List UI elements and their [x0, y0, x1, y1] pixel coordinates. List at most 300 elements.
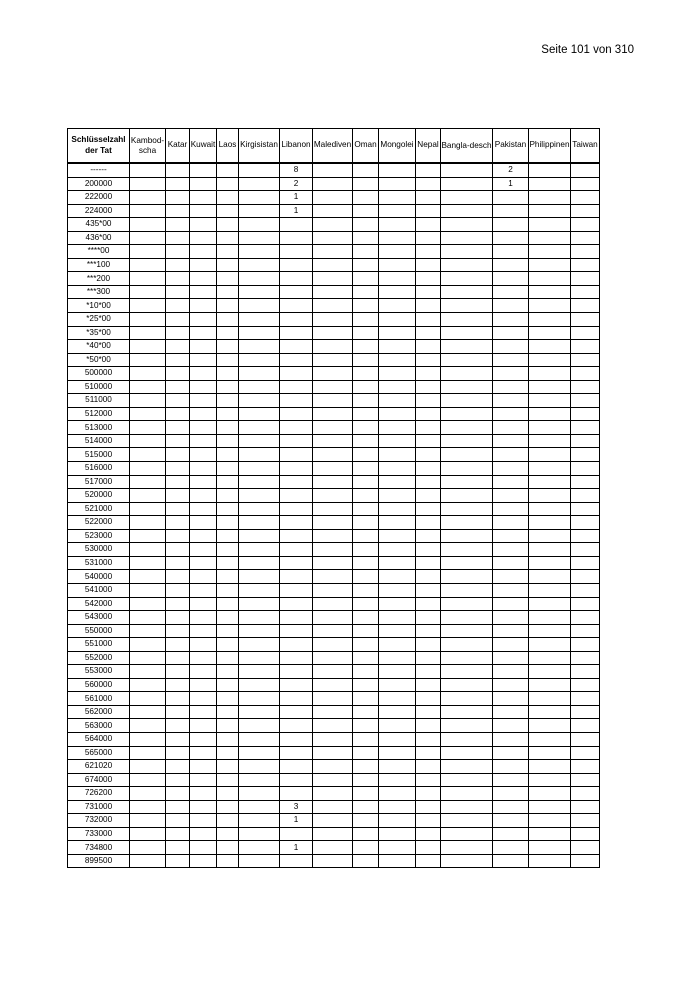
count-cell — [416, 177, 441, 191]
count-cell — [379, 421, 416, 435]
count-cell — [217, 787, 239, 801]
offense-key-cell: ***100 — [68, 258, 130, 272]
count-cell — [280, 787, 313, 801]
count-cell — [353, 204, 379, 218]
count-cell — [239, 231, 280, 245]
count-cell — [313, 313, 353, 327]
count-cell — [217, 380, 239, 394]
count-cell — [239, 692, 280, 706]
count-cell — [493, 746, 529, 760]
count-cell — [217, 218, 239, 232]
count-cell — [313, 326, 353, 340]
count-cell — [313, 570, 353, 584]
count-cell — [493, 719, 529, 733]
count-cell — [239, 854, 280, 868]
count-cell — [217, 407, 239, 421]
count-cell — [493, 773, 529, 787]
count-cell — [416, 367, 441, 381]
count-cell — [239, 394, 280, 408]
offense-key-cell: 543000 — [68, 611, 130, 625]
count-cell — [379, 163, 416, 177]
count-cell — [416, 678, 441, 692]
count-cell — [217, 462, 239, 476]
count-cell — [379, 272, 416, 286]
count-cell — [416, 705, 441, 719]
count-cell — [441, 597, 493, 611]
offense-key-cell: 512000 — [68, 407, 130, 421]
count-cell — [529, 299, 571, 313]
count-cell — [190, 678, 217, 692]
count-cell — [379, 570, 416, 584]
count-cell — [571, 760, 600, 774]
count-cell — [493, 475, 529, 489]
table-row — [68, 719, 600, 733]
count-cell — [190, 462, 217, 476]
count-cell — [190, 489, 217, 503]
count-cell — [353, 407, 379, 421]
count-cell — [313, 814, 353, 828]
count-cell — [353, 651, 379, 665]
count-cell — [280, 854, 313, 868]
count-cell — [190, 705, 217, 719]
count-cell — [529, 760, 571, 774]
count-cell — [239, 651, 280, 665]
count-cell — [379, 218, 416, 232]
count-cell — [493, 407, 529, 421]
offense-key-cell: 436*00 — [68, 231, 130, 245]
count-cell — [379, 326, 416, 340]
count-cell — [353, 434, 379, 448]
count-cell — [166, 340, 190, 354]
count-cell — [190, 245, 217, 259]
count-cell — [130, 245, 166, 259]
count-cell — [571, 516, 600, 530]
count-cell — [416, 692, 441, 706]
offense-key-cell: 514000 — [68, 434, 130, 448]
table-row — [68, 814, 600, 828]
count-cell — [441, 204, 493, 218]
count-cell — [529, 177, 571, 191]
count-cell — [239, 489, 280, 503]
count-cell — [190, 841, 217, 855]
count-cell — [441, 299, 493, 313]
count-cell — [571, 177, 600, 191]
count-cell — [416, 516, 441, 530]
count-cell — [130, 814, 166, 828]
offense-key-cell: 516000 — [68, 462, 130, 476]
count-cell — [379, 516, 416, 530]
count-cell — [416, 787, 441, 801]
count-cell — [130, 651, 166, 665]
count-cell — [239, 475, 280, 489]
count-cell — [166, 624, 190, 638]
offense-key-cell: ***300 — [68, 285, 130, 299]
count-cell — [416, 583, 441, 597]
count-cell — [313, 760, 353, 774]
count-cell — [441, 611, 493, 625]
count-cell — [313, 340, 353, 354]
count-cell — [166, 814, 190, 828]
count-cell — [130, 800, 166, 814]
count-cell — [353, 380, 379, 394]
offense-key-cell: *35*00 — [68, 326, 130, 340]
count-cell — [190, 191, 217, 205]
count-cell — [166, 407, 190, 421]
count-cell — [493, 218, 529, 232]
offense-key-cell: ***200 — [68, 272, 130, 286]
count-cell — [239, 285, 280, 299]
offense-key-cell: 500000 — [68, 367, 130, 381]
count-cell — [313, 272, 353, 286]
count-cell — [166, 611, 190, 625]
count-cell — [416, 529, 441, 543]
offense-key-cell: 530000 — [68, 543, 130, 557]
count-cell — [571, 502, 600, 516]
count-cell — [379, 638, 416, 652]
count-cell — [313, 638, 353, 652]
count-cell — [280, 516, 313, 530]
count-cell — [416, 827, 441, 841]
count-cell — [166, 434, 190, 448]
count-cell — [217, 719, 239, 733]
count-cell — [190, 692, 217, 706]
count-cell — [441, 773, 493, 787]
count-cell — [416, 719, 441, 733]
count-cell — [239, 353, 280, 367]
count-cell — [280, 475, 313, 489]
count-cell — [130, 692, 166, 706]
count-cell — [217, 760, 239, 774]
count-cell — [353, 800, 379, 814]
table-row — [68, 678, 600, 692]
count-cell — [217, 204, 239, 218]
offense-key-cell: 726200 — [68, 787, 130, 801]
count-cell — [441, 732, 493, 746]
count-cell — [441, 678, 493, 692]
count-cell — [493, 245, 529, 259]
count-cell — [493, 258, 529, 272]
count-cell — [571, 258, 600, 272]
count-cell — [190, 353, 217, 367]
count-cell — [353, 421, 379, 435]
count-cell — [493, 353, 529, 367]
count-cell — [529, 570, 571, 584]
count-cell — [353, 516, 379, 530]
count-cell — [379, 800, 416, 814]
count-cell — [571, 556, 600, 570]
table-row — [68, 705, 600, 719]
count-cell — [280, 299, 313, 313]
count-cell — [379, 475, 416, 489]
count-cell — [416, 475, 441, 489]
count-cell — [166, 719, 190, 733]
offense-key-cell: 521000 — [68, 502, 130, 516]
count-cell — [130, 353, 166, 367]
count-cell — [353, 340, 379, 354]
count-cell — [280, 746, 313, 760]
count-cell — [379, 489, 416, 503]
count-cell — [190, 719, 217, 733]
count-cell — [379, 502, 416, 516]
count-cell — [529, 611, 571, 625]
count-cell — [416, 800, 441, 814]
count-cell — [217, 448, 239, 462]
count-cell — [379, 787, 416, 801]
count-cell: 1 — [280, 191, 313, 205]
count-cell — [166, 367, 190, 381]
count-cell — [166, 177, 190, 191]
count-cell — [217, 434, 239, 448]
count-cell — [379, 705, 416, 719]
column-header-country: Laos — [217, 129, 239, 164]
count-cell — [379, 583, 416, 597]
count-cell: 1 — [280, 841, 313, 855]
count-cell — [441, 475, 493, 489]
count-cell — [529, 231, 571, 245]
count-cell — [239, 367, 280, 381]
count-cell — [166, 651, 190, 665]
count-cell — [313, 543, 353, 557]
count-cell — [379, 529, 416, 543]
count-cell — [280, 529, 313, 543]
offense-key-cell: *25*00 — [68, 313, 130, 327]
count-cell — [190, 340, 217, 354]
count-cell — [130, 638, 166, 652]
count-cell — [313, 719, 353, 733]
count-cell — [353, 245, 379, 259]
offense-key-cell: 542000 — [68, 597, 130, 611]
count-cell — [239, 638, 280, 652]
count-cell — [239, 529, 280, 543]
count-cell — [379, 394, 416, 408]
count-cell — [239, 204, 280, 218]
count-cell — [280, 705, 313, 719]
count-cell — [379, 245, 416, 259]
offense-key-cell: *50*00 — [68, 353, 130, 367]
count-cell — [239, 814, 280, 828]
count-cell — [190, 732, 217, 746]
count-cell — [441, 556, 493, 570]
count-cell — [130, 218, 166, 232]
count-cell — [130, 502, 166, 516]
count-cell: 1 — [280, 204, 313, 218]
offense-key-cell: 222000 — [68, 191, 130, 205]
offense-key-cell: 674000 — [68, 773, 130, 787]
count-cell — [529, 367, 571, 381]
count-cell — [493, 462, 529, 476]
count-cell — [166, 285, 190, 299]
count-cell — [130, 665, 166, 679]
table-row — [68, 340, 600, 354]
count-cell: 1 — [493, 177, 529, 191]
count-cell — [239, 543, 280, 557]
count-cell: 2 — [280, 177, 313, 191]
count-cell — [441, 746, 493, 760]
count-cell — [416, 732, 441, 746]
count-cell — [313, 434, 353, 448]
count-cell — [313, 299, 353, 313]
count-cell — [416, 760, 441, 774]
count-cell — [493, 692, 529, 706]
count-cell — [571, 191, 600, 205]
count-cell — [441, 380, 493, 394]
count-cell — [353, 638, 379, 652]
count-cell — [353, 231, 379, 245]
column-header-country: Nepal — [416, 129, 441, 164]
count-cell — [529, 583, 571, 597]
count-cell — [529, 746, 571, 760]
count-cell — [571, 475, 600, 489]
count-cell — [130, 421, 166, 435]
count-cell — [493, 231, 529, 245]
count-cell — [190, 556, 217, 570]
offense-key-cell: 510000 — [68, 380, 130, 394]
count-cell — [529, 638, 571, 652]
count-cell — [353, 624, 379, 638]
count-cell — [441, 787, 493, 801]
count-cell — [217, 570, 239, 584]
count-cell — [493, 516, 529, 530]
count-cell — [379, 773, 416, 787]
count-cell — [217, 326, 239, 340]
table-row — [68, 163, 600, 177]
count-cell — [441, 231, 493, 245]
count-cell — [217, 245, 239, 259]
count-cell — [166, 191, 190, 205]
count-cell — [313, 285, 353, 299]
count-cell — [239, 163, 280, 177]
count-cell — [313, 258, 353, 272]
count-cell — [571, 340, 600, 354]
count-cell — [379, 462, 416, 476]
count-cell — [416, 556, 441, 570]
count-cell: 2 — [493, 163, 529, 177]
table-row — [68, 760, 600, 774]
count-cell — [217, 394, 239, 408]
count-cell — [280, 448, 313, 462]
table-row — [68, 326, 600, 340]
count-cell — [217, 313, 239, 327]
count-cell — [130, 570, 166, 584]
count-cell — [313, 624, 353, 638]
count-cell — [313, 583, 353, 597]
count-cell — [353, 191, 379, 205]
count-cell — [379, 258, 416, 272]
count-cell — [493, 732, 529, 746]
count-cell — [416, 489, 441, 503]
count-cell — [441, 313, 493, 327]
count-cell — [190, 854, 217, 868]
count-cell — [571, 218, 600, 232]
count-cell — [529, 245, 571, 259]
count-cell — [529, 732, 571, 746]
count-cell — [529, 800, 571, 814]
offense-key-cell: 732000 — [68, 814, 130, 828]
count-cell — [130, 583, 166, 597]
count-cell — [493, 340, 529, 354]
count-cell — [166, 245, 190, 259]
column-header-country: Bangla-desch — [441, 129, 493, 164]
count-cell — [529, 434, 571, 448]
count-cell — [130, 489, 166, 503]
count-cell — [313, 529, 353, 543]
count-cell — [313, 827, 353, 841]
count-cell — [571, 651, 600, 665]
page-number: Seite 101 von 310 — [541, 44, 634, 56]
count-cell — [130, 516, 166, 530]
count-cell — [217, 340, 239, 354]
count-cell — [217, 163, 239, 177]
offense-key-cell: 513000 — [68, 421, 130, 435]
count-cell — [571, 462, 600, 476]
column-header-offense-key: Schlüsselzahl der Tat — [68, 129, 130, 164]
offense-key-cell: 515000 — [68, 448, 130, 462]
count-cell — [529, 597, 571, 611]
table-body — [68, 163, 600, 868]
count-cell — [280, 421, 313, 435]
count-cell — [441, 800, 493, 814]
count-cell — [571, 353, 600, 367]
table-row — [68, 434, 600, 448]
count-cell — [280, 367, 313, 381]
count-cell — [529, 705, 571, 719]
count-cell — [166, 773, 190, 787]
table-row — [68, 394, 600, 408]
count-cell — [166, 787, 190, 801]
count-cell — [190, 583, 217, 597]
count-cell — [280, 434, 313, 448]
count-cell — [379, 678, 416, 692]
count-cell — [441, 218, 493, 232]
count-cell — [353, 678, 379, 692]
count-cell — [280, 502, 313, 516]
count-cell — [239, 787, 280, 801]
count-cell — [416, 204, 441, 218]
count-cell — [313, 773, 353, 787]
count-cell — [190, 529, 217, 543]
count-cell — [379, 746, 416, 760]
count-cell — [571, 434, 600, 448]
count-cell — [529, 340, 571, 354]
count-cell — [166, 800, 190, 814]
count-cell — [571, 380, 600, 394]
count-cell — [493, 434, 529, 448]
offense-key-cell: 553000 — [68, 665, 130, 679]
count-cell — [353, 692, 379, 706]
count-cell — [217, 516, 239, 530]
count-cell — [190, 543, 217, 557]
count-cell — [353, 760, 379, 774]
count-cell — [493, 489, 529, 503]
table-row — [68, 285, 600, 299]
count-cell — [130, 394, 166, 408]
count-cell — [130, 719, 166, 733]
table-row — [68, 624, 600, 638]
count-cell — [379, 732, 416, 746]
count-cell — [130, 841, 166, 855]
count-cell — [441, 692, 493, 706]
count-cell — [416, 272, 441, 286]
offense-key-cell: 733000 — [68, 827, 130, 841]
count-cell — [416, 624, 441, 638]
count-cell — [190, 638, 217, 652]
count-cell — [190, 299, 217, 313]
count-cell — [493, 543, 529, 557]
count-cell — [379, 434, 416, 448]
count-cell — [239, 462, 280, 476]
count-cell — [571, 407, 600, 421]
count-cell — [441, 407, 493, 421]
